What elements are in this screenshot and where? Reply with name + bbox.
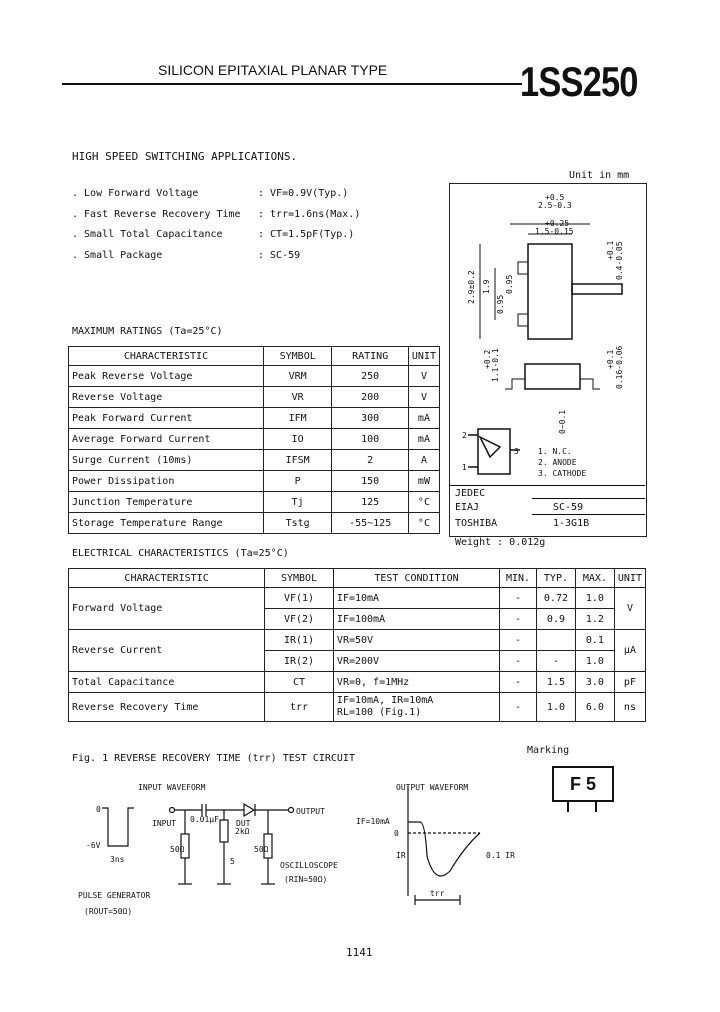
svg-text:50Ω: 50Ω [170, 845, 185, 854]
table-row: Junction Temperature Tj 125 °C [69, 492, 440, 513]
package-body-side [525, 364, 580, 389]
dim-label: 1.5-0.15 [535, 227, 574, 236]
marking-label: Marking [527, 745, 570, 756]
dim-label: 2.9±0.2 [467, 270, 476, 304]
table-row: Reverse Voltage VR 200 V [69, 387, 440, 408]
part-number: 1SS250 [520, 58, 638, 105]
svg-text:IF=10mA: IF=10mA [356, 817, 390, 826]
svg-text:50Ω: 50Ω [254, 845, 269, 854]
table-row: Total Capacitance CT VR=0, f=1MHz - 1.5 3.0 pF [69, 672, 646, 693]
table-row: Surge Current (10ms) IFSM 2 A [69, 450, 440, 471]
svg-text:0: 0 [96, 805, 101, 814]
marking-code: F 5 [569, 774, 596, 794]
table-row: Reverse Recovery Time trr IF=10mA, IR=10mA RL=100 (Fig.1) - 1.0 6.0 ns [69, 693, 646, 722]
package-lead-1 [518, 262, 528, 274]
svg-text:trr: trr [430, 889, 445, 898]
feature-value: : SC-59 [258, 250, 301, 261]
svg-text:3ns: 3ns [110, 855, 125, 864]
dut-diode [244, 804, 254, 816]
dim-label: +0.1 [606, 240, 615, 260]
svg-text:0: 0 [394, 829, 399, 838]
svg-text:(RIN=50Ω): (RIN=50Ω) [284, 875, 328, 884]
svg-text:5: 5 [230, 857, 235, 866]
table-header: SYMBOL [265, 569, 334, 588]
output-waveform [408, 822, 480, 876]
svg-text:OSCILLOSCOPE: OSCILLOSCOPE [280, 861, 338, 870]
dim-label: 0.95 [505, 274, 514, 294]
pin-number: 3 [514, 447, 519, 456]
svg-text:DUT: DUT [236, 819, 251, 828]
dim-label: +0.5 [545, 193, 565, 202]
dim-label: +0.1 [606, 349, 615, 369]
dim-label: 0~0.1 [558, 409, 567, 434]
standard-name: EIAJ [455, 502, 480, 513]
pin-label: 1. N.C. [538, 447, 572, 456]
svg-text:-6V: -6V [86, 841, 101, 850]
unit-note: Unit in mm [569, 170, 630, 181]
input-node [170, 808, 175, 813]
package-lead-3 [572, 284, 622, 294]
table-row: Power Dissipation P 150 mW [69, 471, 440, 492]
table-header: UNIT [408, 347, 439, 366]
table-row: Forward Voltage VF(1) IF=10mA - 0.72 1.0 V [69, 588, 646, 609]
pin-number: 2 [462, 431, 467, 440]
table-row: Storage Temperature Range Tstg -55~125 °C [69, 513, 440, 534]
svg-text:PULSE GENERATOR: PULSE GENERATOR [78, 891, 151, 900]
dim-label: 1.1-0.1 [491, 348, 500, 382]
table-header: MIN. [500, 569, 537, 588]
table-row: Reverse Current IR(1) VR=50V - 0.1 μA [69, 630, 646, 651]
diode-symbol [480, 437, 500, 457]
table-header: TEST CONDITION [333, 569, 499, 588]
application-heading: HIGH SPEED SWITCHING APPLICATIONS. [72, 150, 298, 163]
pinout-body [478, 429, 510, 474]
header-rule [62, 83, 522, 85]
max-ratings-table [68, 346, 440, 534]
weight-note: Weight : 0.012g [455, 537, 546, 548]
package-drawing [450, 184, 645, 484]
svg-text:INPUT: INPUT [152, 819, 177, 828]
feature-value: : CT=1.5pF(Typ.) [258, 229, 355, 240]
dim-label: 1.9 [482, 279, 491, 294]
svg-text:0.1 IR: 0.1 IR [486, 851, 515, 860]
table-row: IR(2) VR=200V - - 1.0 [69, 651, 646, 672]
table-header: CHARACTERISTIC [69, 569, 265, 588]
pin-label: 2. ANODE [538, 458, 577, 467]
package-lead-2 [518, 314, 528, 326]
test-circuit [70, 776, 530, 936]
dim-label: +0.2 [483, 349, 492, 369]
table-header: SYMBOL [263, 347, 331, 366]
dim-label: 0.4-0.05 [615, 241, 624, 280]
electrical-title: ELECTRICAL CHARACTERISTICS (Ta=25°C) [72, 548, 289, 559]
standard-name: JEDEC [455, 488, 486, 499]
table-row: Average Forward Current IO 100 mA [69, 429, 440, 450]
table-row: VF(2) IF=100mA - 0.9 1.2 [69, 609, 646, 630]
table-header: MAX. [575, 569, 614, 588]
max-ratings-title: MAXIMUM RATINGS (Ta=25°C) [72, 326, 223, 337]
dim-label: 0.16-0.06 [615, 345, 624, 389]
dim-label: +0.25 [545, 219, 570, 228]
input-pulse [102, 808, 134, 846]
marking-leads [552, 800, 614, 814]
output-waveform-label: OUTPUT WAVEFORM [396, 783, 469, 792]
feature-name: . Small Package [72, 250, 163, 261]
figure-caption: Fig. 1 REVERSE RECOVERY TIME (trr) TEST CIRCUIT [72, 753, 355, 764]
svg-text:(ROUT=50Ω): (ROUT=50Ω) [84, 907, 133, 916]
page-number: 1141 [346, 946, 373, 959]
feature-name: . Low Forward Voltage [72, 188, 199, 199]
standard-value: SC-59 [553, 502, 584, 513]
svg-text:IR: IR [396, 851, 406, 860]
dim-label: 2.5-0.3 [538, 201, 572, 210]
input-waveform-label: INPUT WAVEFORM [138, 783, 206, 792]
feature-name: . Fast Reverse Recovery Time [72, 209, 241, 220]
type-label: SILICON EPITAXIAL PLANAR TYPE [158, 62, 388, 78]
svg-text:OUTPUT: OUTPUT [296, 807, 325, 816]
table-row: Peak Forward Current IFM 300 mA [69, 408, 440, 429]
output-node [289, 808, 294, 813]
marking-box [552, 766, 614, 802]
table-row: Peak Reverse Voltage VRM 250 V [69, 366, 440, 387]
pin-number: 1 [462, 463, 467, 472]
feature-value: : trr=1.6ns(Max.) [258, 209, 361, 220]
table-header: RATING [332, 347, 408, 366]
table-header: UNIT [614, 569, 645, 588]
feature-name: . Small Total Capacitance [72, 229, 223, 240]
svg-text:2kΩ: 2kΩ [235, 827, 250, 836]
pin-label: 3. CATHODE [538, 469, 587, 478]
svg-text:0.01μF: 0.01μF [190, 815, 219, 824]
table-header: TYP. [537, 569, 576, 588]
package-body-top [528, 244, 572, 339]
dim-label: 0.95 [496, 294, 505, 314]
standard-value: 1-3G1B [553, 518, 590, 529]
feature-value: : VF=0.9V(Typ.) [258, 188, 349, 199]
standard-name: TOSHIBA [455, 518, 498, 529]
table-header: CHARACTERISTIC [69, 347, 264, 366]
electrical-table [68, 568, 646, 722]
